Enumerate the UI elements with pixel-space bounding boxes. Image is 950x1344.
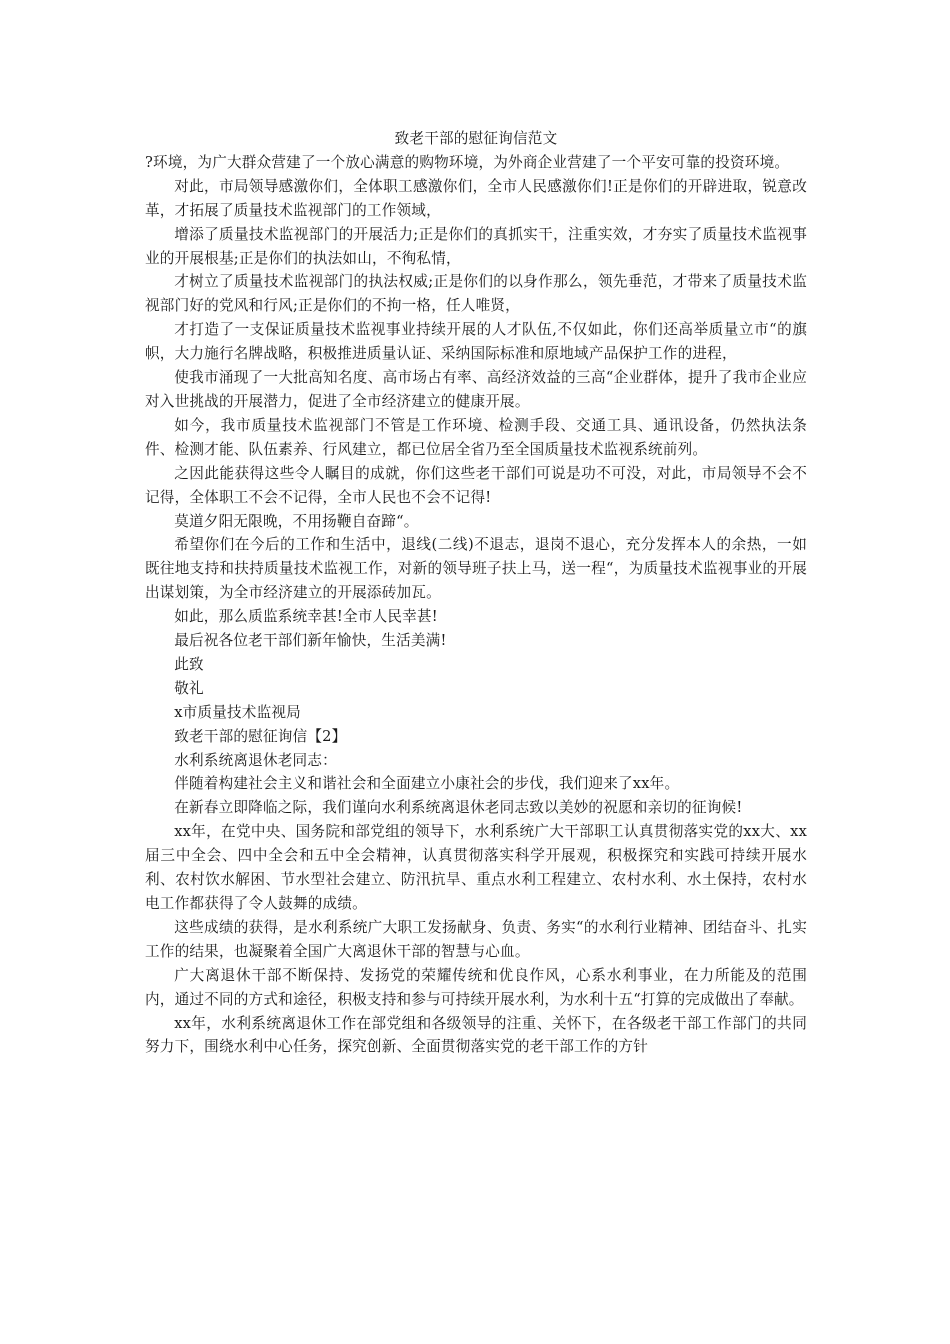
salutation: 水利系统离退休老同志： bbox=[174, 751, 337, 769]
document-page bbox=[145, 127, 807, 1059]
paragraph: 这些成绩的获得，是水利系统广大职工发扬献身、负责、务实“的水利行业精神、团结奋斗、扎实工作的结果，也凝聚着全国广大离退休干部的智慧与心血。 bbox=[145, 918, 807, 960]
paragraph: xx年，在党中央、国务院和部党组的领导下，水利系统广大干部职工认真贯彻落实党的xx大、xx届三中全会、四中全会和五中全会精神，认真贯彻落实科学开展观，积极探究和实践可持续开展水利、农村饮水解困、节水型社会建立、防汛抗旱、重点水利工程建立、农村水利、水土保持，农村水电工作都获得了令人鼓舞的成绩。 bbox=[145, 823, 807, 912]
paragraph: 伴随着构建社会主义和谐社会和全面建立小康社会的步伐，我们迎来了xx年。 bbox=[174, 775, 680, 793]
paragraph: 如此，那么质监系统幸甚!全市人民幸甚! bbox=[174, 608, 438, 626]
paragraph: 希望你们在今后的工作和生活中，退线(二线)不退志，退岗不退心，充分发挥本人的余热，一如既往地支持和扶持质量技术监视工作，对新的领导班子扶上马，送一程“，为质量技术监视事业的开展出谋划策，为全市经济建立的开展添砖加瓦。 bbox=[145, 536, 807, 602]
paragraph: 使我市涌现了一大批高知名度、高市场占有率、高经济效益的三高“企业群体，提升了我市企业应对入世挑战的开展潜力，促进了全市经济建立的健康开展。 bbox=[145, 369, 807, 410]
paragraph: ?环境，为广大群众营建了一个放心满意的购物环境，为外商企业营建了一个平安可靠的投资环境。 bbox=[145, 153, 790, 171]
paragraph: 广大离退休干部不断保持、发扬党的荣耀传统和优良作风，心系水利事业，在力所能及的范围内，通过不同的方式和途径，积极支持和参与可持续开展水利，为水利十五“打算的完成做出了奉献。 bbox=[145, 966, 807, 1008]
paragraph: 莫道夕阳无限晚，不用扬鞭自奋蹄“。 bbox=[174, 512, 419, 530]
document-title: 致老干部的慰征询信范文 bbox=[394, 130, 558, 147]
paragraph: 之因此能获得这些令人瞩目的成就，你们这些老干部们可说是功不可没，对此，市局领导不会不记得，全体职工不会不记得，全市人民也不会不记得! bbox=[145, 464, 807, 506]
paragraph: xx年，水利系统离退休工作在部党组和各级领导的注重、关怀下，在各级老干部工作部门的共同努力下，围绕水利中心任务，探究创新、全面贯彻落实党的老干部工作的方针 bbox=[145, 1014, 807, 1056]
closing-line: 敬礼 bbox=[174, 679, 204, 697]
signature-line: x市质量技术监视局 bbox=[174, 703, 301, 721]
paragraph: 增添了质量技术监视部门的开展活力;正是你们的真抓实干，注重实效，才夯实了质量技术监视事业的开展根基;正是你们的执法如山，不徇私情， bbox=[145, 225, 807, 267]
paragraph: 如今，我市质量技术监视部门不管是工作环境、检测手段、交通工具、通讯设备，仍然执法条件、检测才能、队伍素养、行风建立，都已位居全省乃至全国质量技术监视系统前列。 bbox=[145, 416, 807, 458]
closing-line: 此致 bbox=[174, 655, 204, 673]
paragraph: 才树立了质量技术监视部门的执法权威;正是你们的以身作那么，领先垂范，才带来了质量技术监视部门好的党风和行风;正是你们的不拘一格，任人唯贤， bbox=[145, 273, 807, 315]
paragraph: 最后祝各位老干部们新年愉快，生活美满! bbox=[174, 632, 447, 650]
paragraph: 对此，市局领导感激你们，全体职工感激你们，全市人民感激你们!正是你们的开辟进取，锐意改革，才拓展了质量技术监视部门的工作领域， bbox=[145, 177, 807, 219]
paragraph: 在新春立即降临之际，我们谨向水利系统离退休老同志致以美妙的祝愿和亲切的征询候! bbox=[174, 799, 743, 817]
section-heading: 致老干部的慰征询信【2】 bbox=[174, 727, 347, 745]
paragraph: 才打造了一支保证质量技术监视事业持续开展的人才队伍,不仅如此，你们还高举质量立市“的旗帜，大力施行名牌战略，积极推进质量认证、采纳国际标准和原地域产品保护工作的进程， bbox=[145, 321, 807, 363]
